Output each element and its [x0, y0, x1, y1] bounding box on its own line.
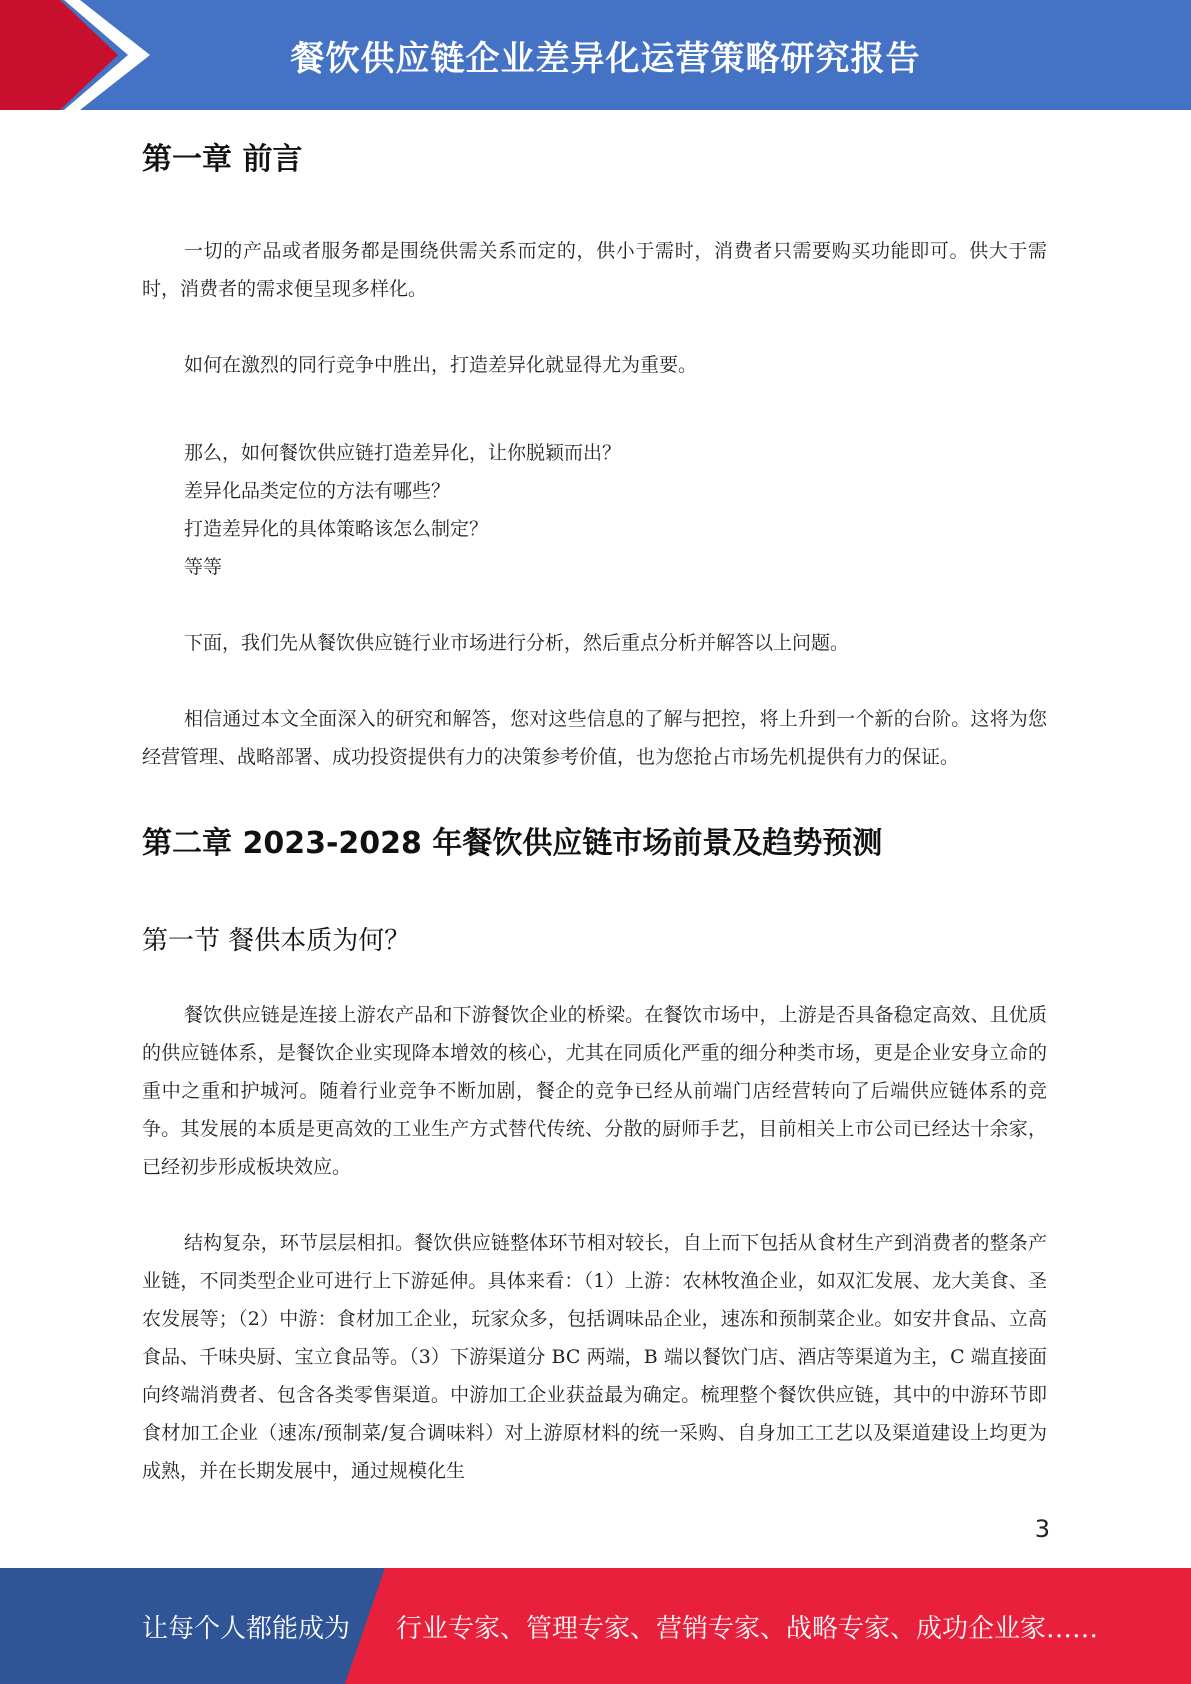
paragraph: 相信通过本文全面深入的研究和解答，您对这些信息的了解与把控，将上升到一个新的台阶。这将为您经营管理、战略部署、成功投资提供有力的决策参考价值，也为您抢占市场先机提供有力的保证。	[142, 708, 1047, 768]
document-body	[142, 132, 1047, 1490]
chapter-1-title: 第一章 前言	[142, 142, 303, 177]
header-band	[0, 0, 1191, 110]
paragraph: 如何在激烈的同行竞争中胜出，打造差异化就显得尤为重要。	[184, 354, 698, 376]
question-line: 等等	[184, 556, 223, 578]
footer-slogan-left: 让每个人都能成为	[142, 1613, 351, 1644]
paragraph: 餐饮供应链是连接上游农产品和下游餐饮企业的桥梁。在餐饮市场中，上游是否具备稳定高效、且优质的供应链体系，是餐饮企业实现降本增效的核心，尤其在同质化严重的细分种类市场，更是企业安身立命的重中之重和护城河。随着行业竞争不断加剧，餐企的竞争已经从前端门店经营转向了后端供应链体系的竞争。其发展的本质是更高效的工业生产方式替代传统、分散的厨师手艺，目前相关上市公司已经达十余家，已经初步形成板块效应。	[142, 1004, 1047, 1178]
question-line: 那么，如何餐饮供应链打造差异化，让你脱颖而出？	[184, 442, 622, 464]
chapter-2-title: 第二章 2023-2028 年餐饮供应链市场前景及趋势预测	[142, 826, 883, 861]
question-line: 差异化品类定位的方法有哪些？	[184, 480, 451, 502]
paragraph: 结构复杂，环节层层相扣。餐饮供应链整体环节相对较长，自上而下包括从食材生产到消费者的整条产业链，不同类型企业可进行上下游延伸。具体来看：（1）上游：农林牧渔企业，如双汇发展、龙大美食、圣农发展等；（2）中游：食材加工企业，玩家众多，包括调味品企业，速冻和预制菜企业。如安井食品、立高食品、千味央厨、宝立食品等。（3）下游渠道分 BC 两端，B 端以餐饮门店、酒店等渠道为主，C 端直接面向终端消费者、包含各类零售渠道。中游加工企业获益最为确定。梳理整个餐饮供应链，其中的中游环节即食材加工企业（速冻/预制菜/复合调味料）对上游原材料的统一采购、自身加工工艺以及渠道建设上均更为成熟，并在长期发展中，通过规模化生	[142, 1232, 1047, 1482]
page-number: 3	[1034, 1515, 1050, 1543]
footer-band	[0, 1568, 1191, 1684]
report-title: 餐饮供应链企业差异化运营策略研究报告	[290, 38, 921, 79]
paragraph: 一切的产品或者服务都是围绕供需关系而定的，供小于需时，消费者只需要购买功能即可。供大于需时，消费者的需求便呈现多样化。	[142, 240, 1047, 300]
footer-slogan-right: 行业专家、管理专家、营销专家、战略专家、成功企业家……	[396, 1613, 1099, 1644]
question-line: 打造差异化的具体策略该怎么制定？	[184, 518, 489, 540]
section-1-title: 第一节 餐供本质为何？	[142, 926, 411, 956]
paragraph: 下面，我们先从餐饮供应链行业市场进行分析，然后重点分析并解答以上问题。	[184, 632, 850, 654]
